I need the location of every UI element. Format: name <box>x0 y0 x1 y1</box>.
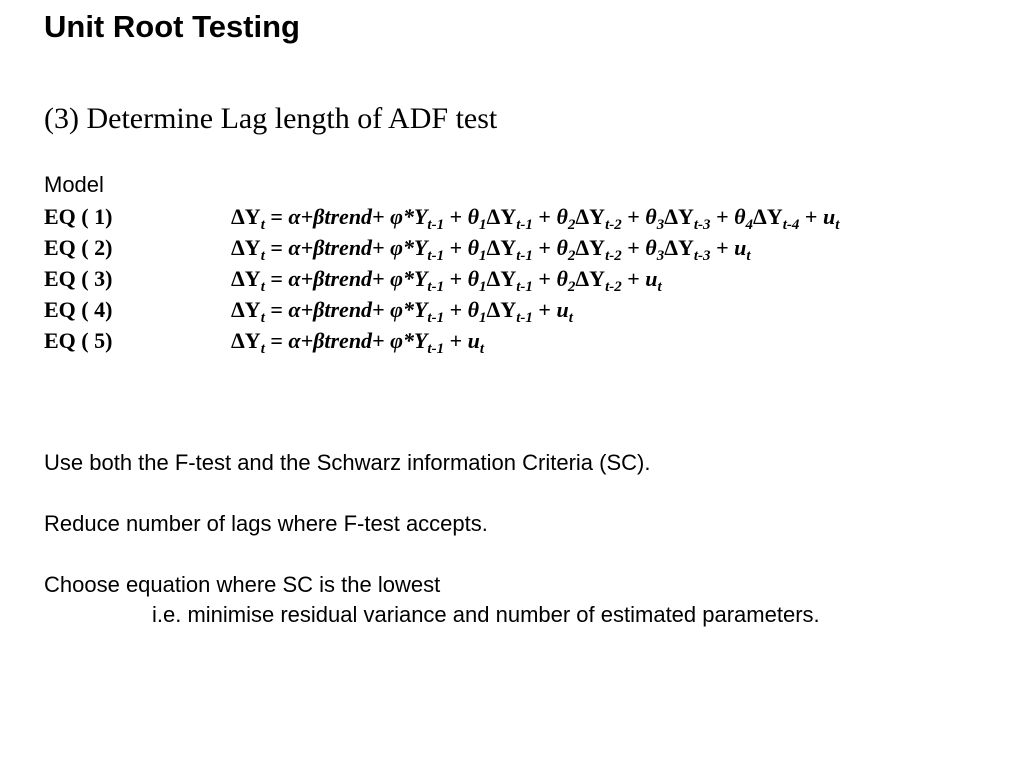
equation-expression: $\Delta Y_t$ = α+βtrend+ $\varphi*Y_{t-1} + \theta_1\Delta Y_{t-1} + \theta_2\Delta Y_{t-2} + u_t$ <box>231 266 662 295</box>
equation-expression: $\Delta Y_t$ = α+βtrend+ $\varphi*Y_{t-1} + \theta_1\Delta Y_{t-1} + \theta_2\Delta Y_{t-2} + \theta_3\Delta Y_{t-3} + \theta_4\Delta Y_{t-4} + u_t$ <box>231 204 840 233</box>
equation-row-2 <box>44 232 1014 263</box>
note-choose-equation: Choose equation where SC is the lowest <box>44 572 441 597</box>
note-reduce-lags: Reduce number of lags where F-test accepts. <box>44 511 488 536</box>
equation-label: EQ ( 5) <box>44 328 113 353</box>
equation-row-1 <box>44 201 1014 232</box>
equation-expression: $\Delta Y_t$ = α+βtrend+ $\varphi*Y_{t-1} + u_t$ <box>231 328 485 357</box>
slide-subtitle: (3) Determine Lag length of ADF test <box>44 102 498 135</box>
equation-label: EQ ( 2) <box>44 235 113 260</box>
equation-row-5 <box>44 325 1014 356</box>
model-label: Model <box>44 172 104 197</box>
equation-label: EQ ( 1) <box>44 204 113 229</box>
equation-row-3 <box>44 263 1014 294</box>
note-minimise-variance: i.e. minimise residual variance and number of estimated parameters. <box>152 602 820 627</box>
equation-label: EQ ( 4) <box>44 297 113 322</box>
slide-title: Unit Root Testing <box>44 9 300 44</box>
equation-label: EQ ( 3) <box>44 266 113 291</box>
equation-row-4 <box>44 294 1014 325</box>
equation-expression: $\Delta Y_t$ = α+βtrend+ $\varphi*Y_{t-1} + \theta_1\Delta Y_{t-1} + u_t$ <box>231 297 573 326</box>
equation-expression: $\Delta Y_t$ = α+βtrend+ $\varphi*Y_{t-1} + \theta_1\Delta Y_{t-1} + \theta_2\Delta Y_{t-2} + \theta_3\Delta Y_{t-3} + u_t$ <box>231 235 751 264</box>
note-f-test-and-sc: Use both the F-test and the Schwarz information Criteria (SC). <box>44 450 651 475</box>
